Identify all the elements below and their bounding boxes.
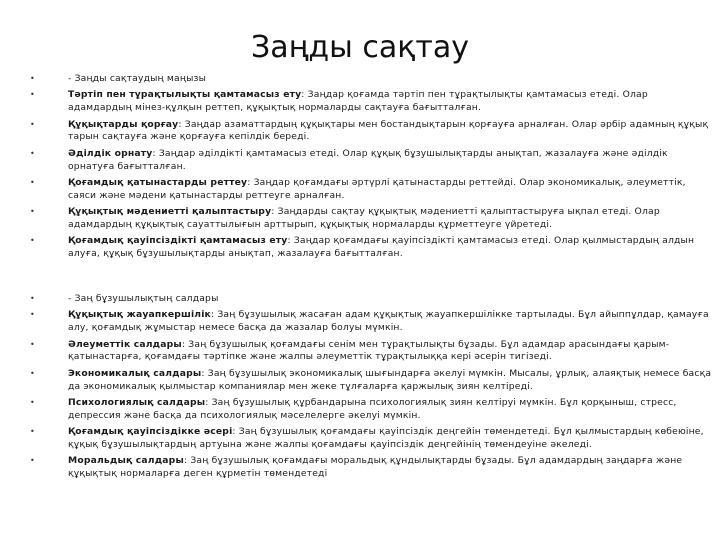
item-heading: Құқықтық мәдениетті қалыптастыру (68, 206, 272, 218)
bullet-icon: • (30, 236, 35, 246)
bullet-icon: • (30, 310, 35, 320)
list-item (30, 368, 714, 394)
bullet-icon: • (30, 456, 35, 466)
item-text: - Заңды сақтаудың маңызы (68, 73, 207, 84)
item-heading: Әділдік орнату (68, 147, 153, 159)
list-item (30, 397, 714, 423)
list-item (30, 339, 714, 365)
list-item (30, 293, 714, 306)
item-text: : Заңдар азаматтардың құқықтары мен бостандықтарын қорғауға арналған. Олар әрбір адамның құқық тарын сақтауға және қорғауға кепілдік береді. (68, 118, 709, 143)
bullet-icon: • (30, 368, 35, 378)
bullet-icon: • (30, 427, 35, 437)
bullet-icon: • (30, 90, 35, 100)
item-text: - Заң бұзушылықтың салдары (68, 293, 219, 304)
item-heading: Психологиялық салдары (68, 396, 206, 408)
bullet-icon: • (30, 294, 35, 303)
item-heading: Моральдық салдары (68, 455, 184, 467)
item-heading: Құқықтарды қорғау (68, 118, 179, 130)
item-text: : Заң бұзушылық қоғамдағы қауіпсіздік деңгейін төмендетеді. Бұл қылмыстардың көбеюіне, құқық бұзушылықтардың артуына және жалпы қоғамдағы қауіпсіздік деңгейінің төмендеуіне әкеледі. (68, 426, 704, 450)
item-text: : Заң бұзушылық экономикалық шығындарға әкелуі мүмкін. Мысалы, ұрлық, алаяқтық немесе басқа да экономикалық қылмыстар компаниялар мен жеке тұлғаларға қаржылық зиян келтіреді. (68, 367, 712, 392)
bullet-icon: • (30, 397, 35, 407)
item-heading: Қоғамдық қатынастарды реттеу (68, 176, 248, 188)
item-text: : Заң бұзушылық қоғамдағы сенім мен тұрақтылықты бұзады. Бұл адамдар арасындағы қарым-қатынастарға, қоғамдағы тәртіпке және жалпы әлеуметтік тұрақтылыққа кері әсерін тигізеді. (68, 338, 670, 363)
item-heading: Құқықтық жауапкершілік (68, 309, 211, 321)
list-item (30, 177, 714, 203)
slide-title: Заңды сақтау (250, 30, 469, 65)
item-text: : Заңдарды сақтау құқықтық мәдениетті қалыптастыруға ықпал етеді. Олар адамдардың құқықтық сауаттылығын арттырып, құқықтық нормаларды құрметтеуге үйретеді. (68, 206, 660, 230)
item-heading: Қоғамдық қауіпсіздікті қамтамасыз ету (68, 235, 288, 247)
item-heading: Қоғамдық қауіпсіздікке әсері (68, 426, 233, 438)
list-item (30, 119, 714, 145)
bullet-icon: • (30, 74, 35, 83)
item-text: : Заң бұзушылық жасаған адам құқықтық жауапкершілікке тартылады. Бұл айыппұлдар, қамауға алу, қоғамдық жұмыстар немесе басқа да жазалар болуы мүмкін. (68, 309, 709, 334)
list-item (30, 455, 714, 481)
bullet-icon: • (30, 119, 35, 129)
consequences-list (30, 293, 714, 485)
item-heading: Тәртіп пен тұрақтылықты қамтамасыз ету (68, 89, 302, 101)
item-text: : Заңдар әділдікті қамтамасыз етеді. Олар құқық бұзушылықтарды анықтап, жазалауға және әділдік орнатуға бағытталған. (68, 147, 668, 172)
item-heading: Экономикалық салдары (68, 367, 202, 379)
item-text: : Заң бұзушылық құрбандарына психологиялық зиян келтіруі мүмкін. Бұл қорқыныш, стресс, депрессия және басқа да психологиялық мәселелерге әкелуі мүмкін. (68, 396, 677, 421)
list-item (30, 309, 714, 335)
list-item (30, 73, 714, 86)
bullet-icon: • (30, 148, 35, 158)
list-item (30, 426, 714, 452)
list-item (30, 89, 714, 115)
list-item (30, 148, 714, 174)
list-item (30, 235, 714, 261)
bullet-icon: • (30, 177, 35, 187)
item-text: : Заңдар қоғамдағы әртүрлі қатынастарды реттейді. Олар экономикалық, әлеуметтік, саяси және мәдени қатынастарды реттеуге арналған. (68, 176, 686, 201)
list-item (30, 206, 714, 232)
item-text: : Заң бұзушылық қоғамдағы моральдық құндылықтарды бұзады. Бұл адамдардың заңдарға және құқықтық нормаларға деген құрметін төмендетеді (68, 455, 683, 480)
bullet-icon: • (30, 207, 35, 217)
bullet-icon: • (30, 339, 35, 349)
importance-list (30, 73, 714, 265)
item-text: : Заңдар қоғамдағы қауіпсіздікті қамтамасыз етеді. Олар қылмыстардың алдын алуға, құқық бұзушылықтарды анықтап, жазалауға бағытталған. (68, 235, 695, 260)
item-heading: Әлеуметтік салдары (68, 338, 182, 350)
item-text: : Заңдар қоғамда тәртіп пен тұрақтылықты қамтамасыз етеді. Олар адамдардың мінез-құлқын реттеп, құқықтық нормаларды сақтауға бағытталған. (68, 89, 648, 114)
